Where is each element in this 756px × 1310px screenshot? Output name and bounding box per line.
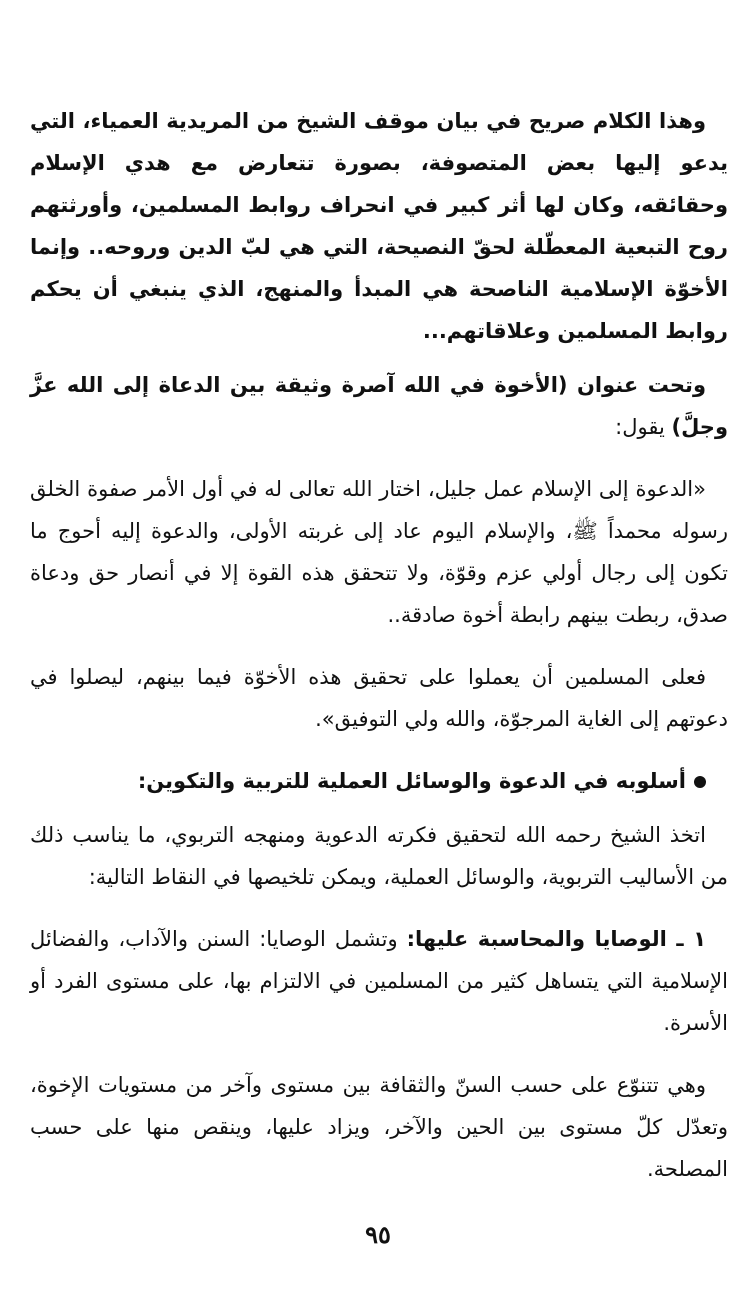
paragraph-quote-dawah-text: «الدعوة إلى الإسلام عمل جليل، اختار الله تعالى له في أول الأمر صفوة الخلق رسوله محمداً ﷺ، والإسلام اليوم عاد إلى غربته الأولى، والدعوة إليه أحوج ما تكون إلى رجال أولي عزم وقوّة، ولا تتحقق هذه القوة إلا في أنصار حق ودعاة صدق، ربطت بينهم رابطة أخوة صادقة.. — [30, 477, 728, 627]
page-number: ٩٥ — [365, 1220, 391, 1249]
paragraph-levels — [30, 1064, 728, 1190]
paragraph-method-intro-text: اتخذ الشيخ رحمه الله لتحقيق فكرته الدعوية ومنهجه التربوي، ما يناسب ذلك من الأساليب التربوية، والوسائل العملية، ويمكن تلخيصها في النقاط التالية: — [30, 823, 728, 889]
point-one-text: وتشمل الوصايا: السنن والآداب، والفضائل الإسلامية التي يتساهل كثير من المسلمين في الالتزام بها، على مستوى الفرد أو الأسرة. — [30, 927, 728, 1035]
paragraph-quote-conclusion-text: فعلى المسلمين أن يعملوا على تحقيق هذه الأخوّة فيما بينهم، ليصلوا في دعوتهم إلى الغاية المرجوّة، والله ولي التوفيق». — [30, 665, 728, 731]
section-heading-method-text: أسلوبه في الدعوة والوسائل العملية للتربية والتكوين: — [137, 769, 686, 793]
point-one-title: ١ ـ الوصايا والمحاسبة عليها: — [406, 927, 707, 951]
paragraph-point-one — [30, 918, 728, 1044]
paragraph-murid-critique-text: وهذا الكلام صريح في بيان موقف الشيخ من المريدية العمياء، التي يدعو إليها بعض المتصوفة، بصورة تتعارض مع هدي الإسلام وحقائقه، وكان لها أثر كبير في انحراف روابط المسلمين، وأورثتهم روح التبعية المعطّلة لحقّ النصيحة، التي هي لبّ الدين وروحه.. وإنما الأخوّة الإسلامية الناصحة هي المبدأ والمنهج، الذي ينبغي أن يحكم روابط المسلمين وعلاقاتهم... — [30, 109, 728, 343]
section-title-brotherhood: وتحت عنوان (الأخوة في الله آصرة وثيقة بين الدعاة إلى الله عزَّ وجلَّ) — [30, 373, 728, 439]
paragraph-quote-conclusion — [30, 656, 728, 740]
paragraph-levels-text: وهي تتنوّع على حسب السنّ والثقافة بين مستوى وآخر من مستويات الإخوة، وتعدّل كلّ مستوى بين الحين والآخر، ويزاد عليها، وينقص منها على حسب المصلحة. — [30, 1073, 728, 1181]
paragraph-brotherhood-title — [30, 364, 728, 448]
says-label: يقول: — [615, 415, 672, 439]
section-heading-method — [30, 760, 728, 802]
paragraph-murid-critique — [30, 100, 728, 352]
bullet-dot-icon — [694, 776, 706, 788]
page-body — [30, 100, 728, 1190]
paragraph-method-intro — [30, 814, 728, 898]
paragraph-quote-dawah — [30, 468, 728, 636]
